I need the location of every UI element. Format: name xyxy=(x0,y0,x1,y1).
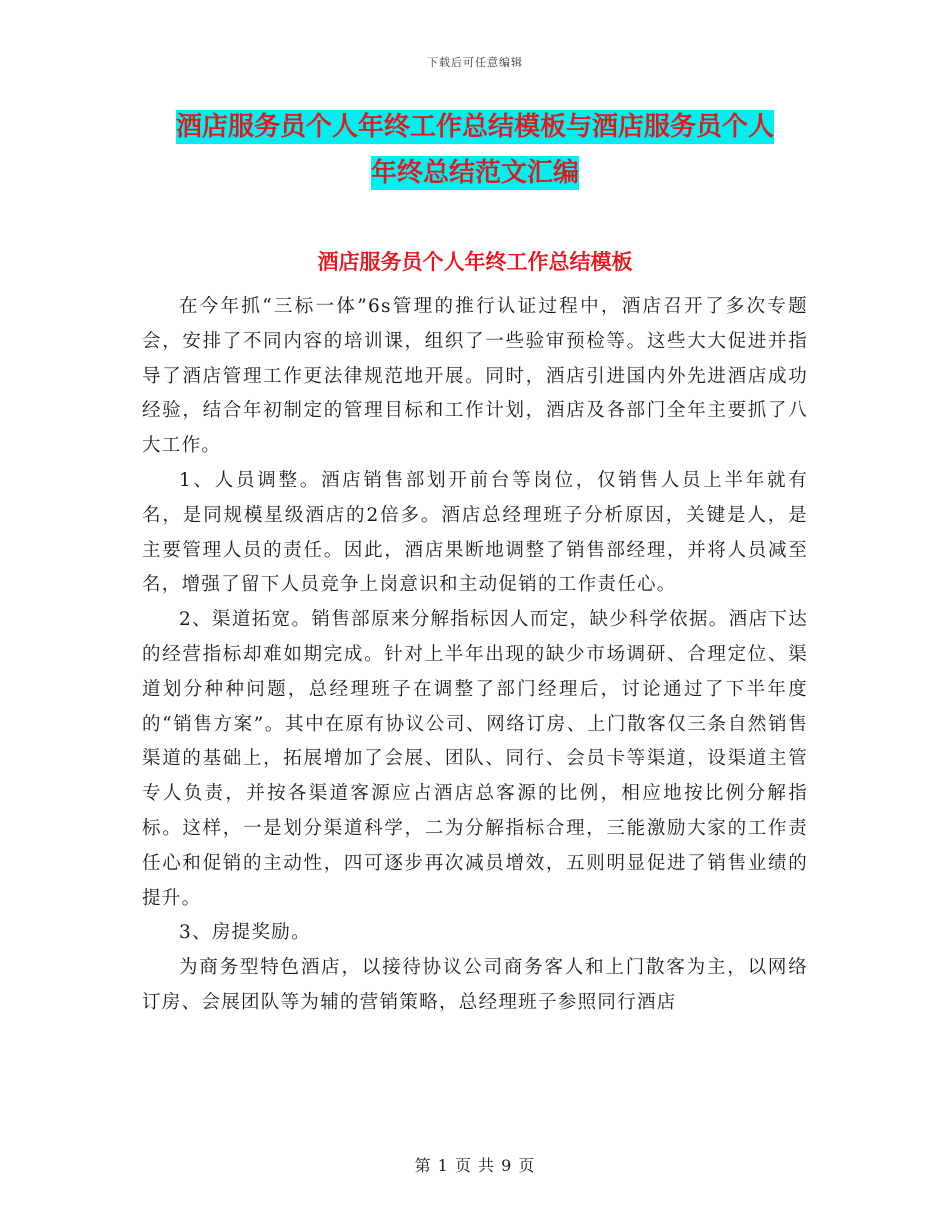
paragraph-intro: 在今年抓“三标一体”6s管理的推行认证过程中，酒店召开了多次专题会，安排了不同内容的培训课，组织了一些验审预检等。这些大大促进并指导了酒店管理工作更法律规范地开展。同时，酒店引进国内外先进酒店成功经验，结合年初制定的管理目标和工作计划，酒店及各部门全年主要抓了八大工作。 xyxy=(142,296,808,457)
document-title-line-1: 酒店服务员个人年终工作总结模板与酒店服务员个人 xyxy=(175,112,774,142)
paragraph-room-bonus-heading: 3、房提奖励。 xyxy=(179,922,311,944)
paragraph-staff-adjustment: 1、人员调整。酒店销售部划开前台等岗位，仅销售人员上半年就有 名，是同规模星级酒店的2倍多。酒店总经理班子分析原因，关键是人，是主要管理人员的责任。因此，酒店果断地调整了销售部经理，并将人员减至 名，增强了留下人员竞争上岗意识和主动促销的工作责任心。 xyxy=(142,469,808,596)
document-title-line-2: 年终总结范文汇编 xyxy=(370,158,579,188)
page-footer: 第 1 页 共 9 页 xyxy=(414,1156,536,1175)
paragraph-channel-expansion: 2、渠道拓宽。销售部原来分解指标因人而定，缺少科学依据。酒店下达的经营指标却难如期完成。针对上半年出现的缺少市场调研、合理定位、渠道划分种种问题，总经理班子在调整了部门经理后，讨论通过了下半年度的“销售方案”。其中在原有协议公司、网络订房、上门散客仅三条自然销售渠道的基础上，拓展增加了会展、团队、同行、会员卡等渠道，设渠道主管专人负责，并按各渠道客源应占酒店总客源的比例，相应地按比例分解指标。这样，一是划分渠道科学，二为分解指标合理，三能激励大家的工作责任心和促销的主动性，四可逐步再次减员增效，五则明显促进了销售业绩的提升。 xyxy=(142,609,808,909)
section-title: 酒店服务员个人年终工作总结模板 xyxy=(317,250,633,274)
header-note: 下载后可任意编辑 xyxy=(427,56,523,69)
document-title xyxy=(140,104,810,196)
document-body xyxy=(142,290,808,1021)
paragraph-room-bonus-text: 为商务型特色酒店，以接待协议公司商务客人和上门散客为主，以网络订房、会展团队等为辅的营销策略，总经理班子参照同行酒店 xyxy=(142,957,808,1013)
